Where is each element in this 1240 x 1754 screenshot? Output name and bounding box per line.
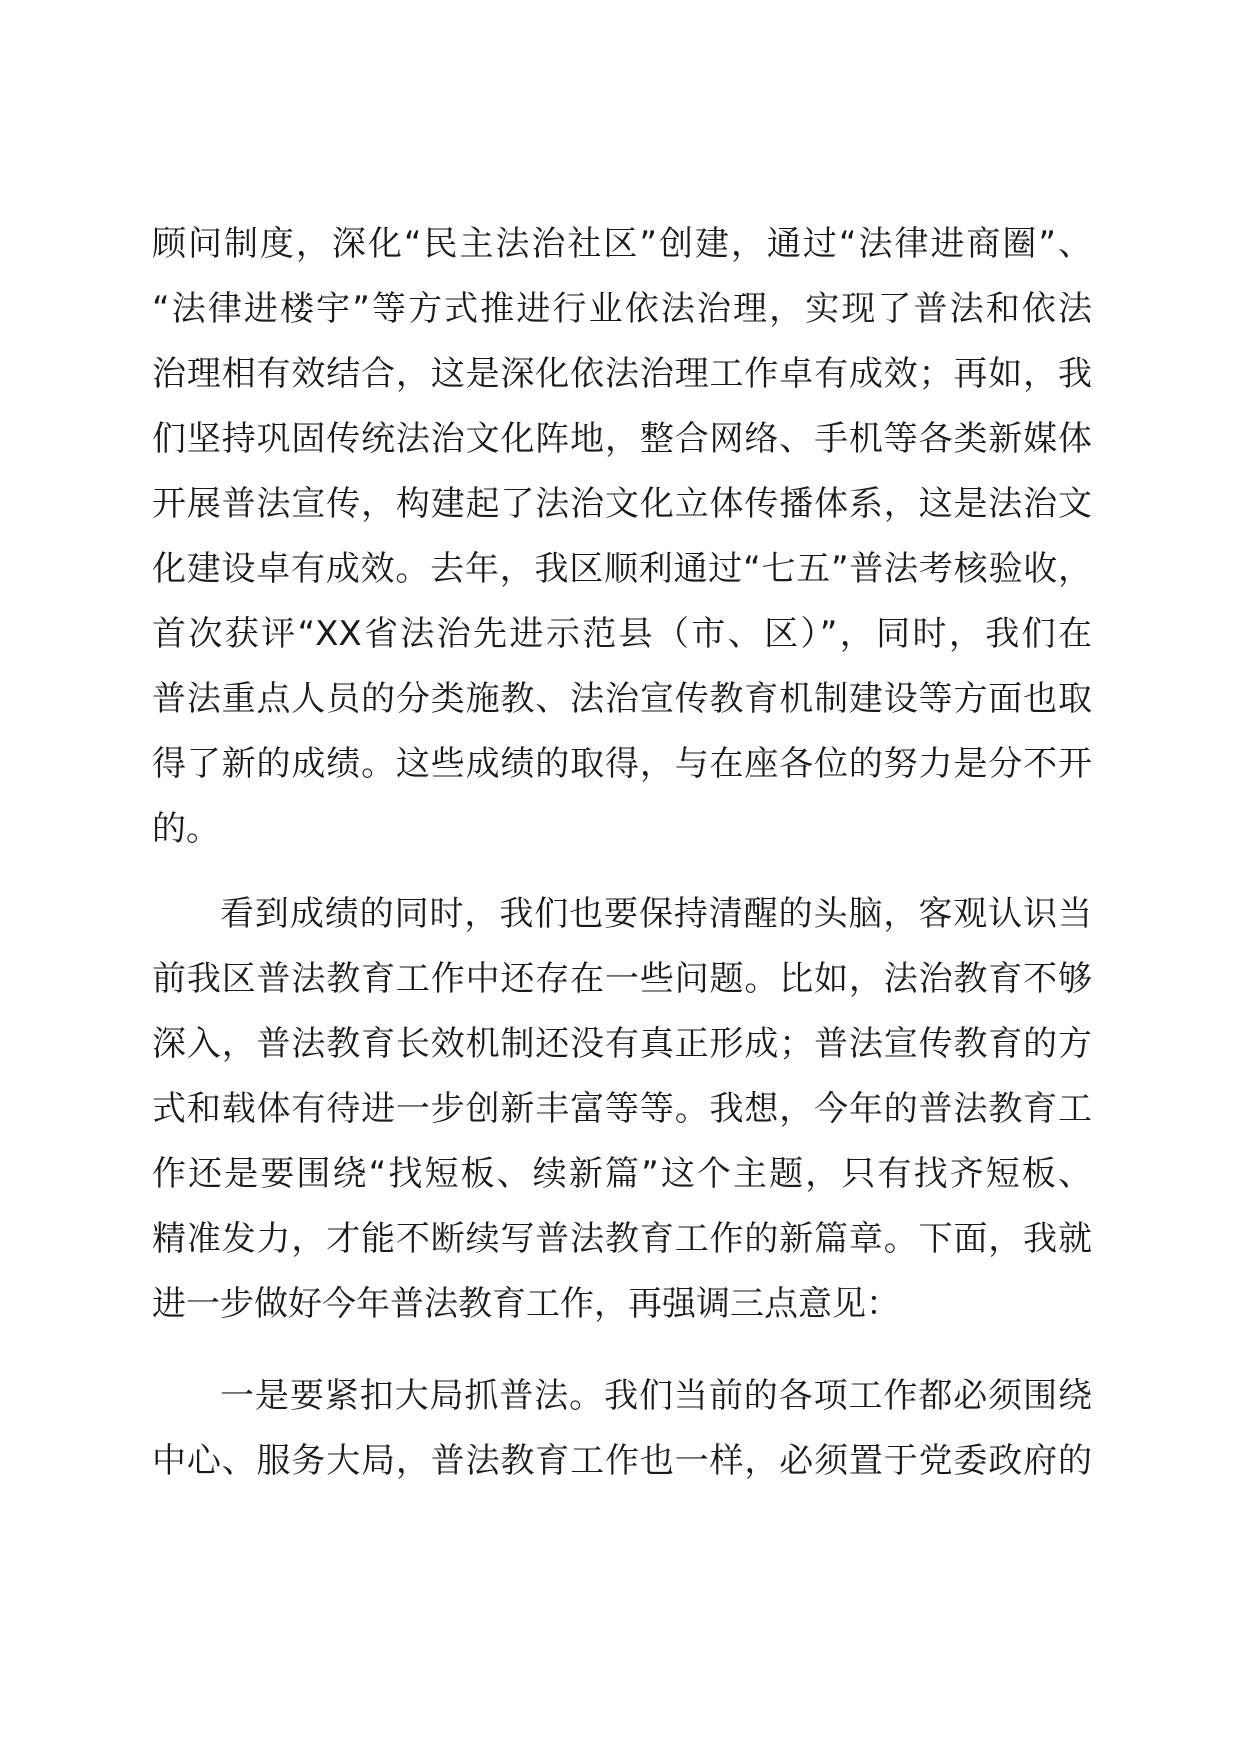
text-line: 式和载体有待进一步创新丰富等等。我想，今年的普法教育工 — [152, 1089, 1092, 1129]
text-line: 精准发力，才能不断续写普法教育工作的新篇章。下面，我就 — [152, 1219, 1092, 1259]
text-line: 开展普法宣传，构建起了法治文化立体传播体系，这是法治文 — [152, 484, 1092, 524]
text-line: 中心、服务大局，普法教育工作也一样，必须置于党委政府的 — [152, 1441, 1092, 1481]
text-line: “法律进楼宇”等方式推进行业依法治理，实现了普法和依法 — [152, 289, 1092, 329]
text-line: 首次获评“XX省法治先进示范县（市、区）”，同时，我们在 — [152, 614, 1092, 654]
text-line: 们坚持巩固传统法治文化阵地，整合网络、手机等各类新媒体 — [152, 419, 1092, 459]
text-line: 顾问制度，深化“民主法治社区”创建，通过“法律进商圈”、 — [152, 224, 1092, 264]
text-line: 一是要紧扣大局抓普法。我们当前的各项工作都必须围绕 — [220, 1376, 1092, 1416]
paragraph-achievements — [152, 212, 1092, 862]
text-line: 深入，普法教育长效机制还没有真正形成；普法宣传教育的方 — [152, 1024, 1092, 1064]
text-line: 治理相有效结合，这是深化依法治理工作卓有成效；再如，我 — [152, 354, 1092, 394]
text-line: 化建设卓有成效。去年，我区顺利通过“七五”普法考核验收， — [152, 549, 1092, 589]
paragraph-problems — [152, 882, 1092, 1337]
paragraph-point-one — [152, 1364, 1092, 1494]
text-line: 的。 — [152, 809, 220, 849]
text-line: 作还是要围绕“找短板、续新篇”这个主题，只有找齐短板、 — [152, 1154, 1092, 1194]
text-line: 得了新的成绩。这些成绩的取得，与在座各位的努力是分不开 — [152, 744, 1092, 784]
text-line: 看到成绩的同时，我们也要保持清醒的头脑，客观认识当 — [220, 894, 1092, 934]
text-line: 前我区普法教育工作中还存在一些问题。比如，法治教育不够 — [152, 959, 1092, 999]
text-line: 进一步做好今年普法教育工作，再强调三点意见： — [152, 1284, 900, 1324]
text-line: 普法重点人员的分类施教、法治宣传教育机制建设等方面也取 — [152, 679, 1092, 719]
